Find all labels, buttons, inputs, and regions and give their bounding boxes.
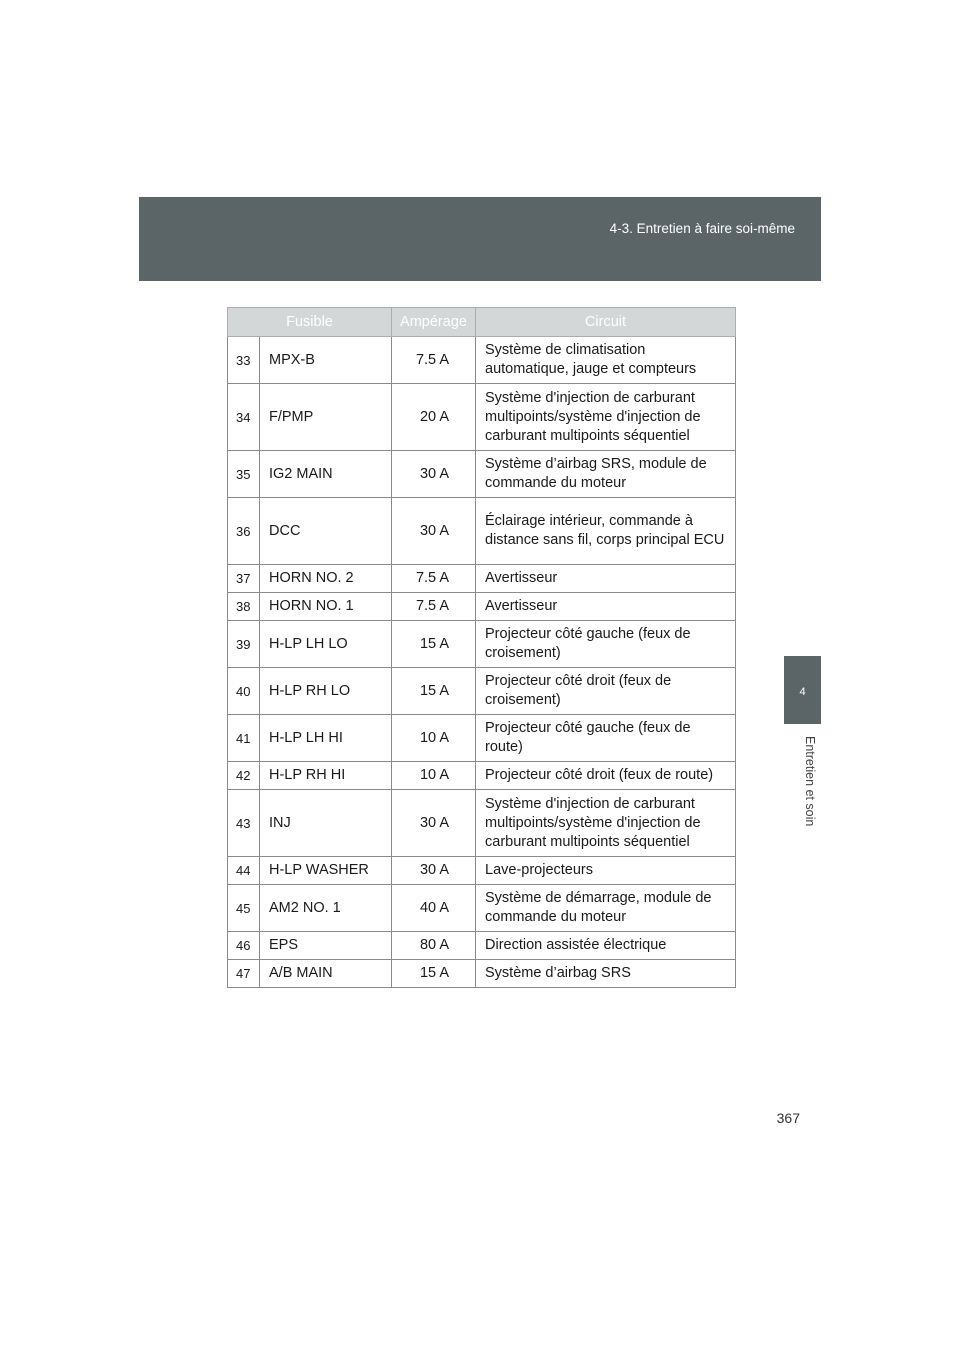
amperage-cell: 30 A <box>392 498 476 565</box>
fuse-name-cell: F/PMP <box>260 384 392 451</box>
column-header-fuse: Fusible <box>228 308 392 337</box>
amperage-cell: 15 A <box>392 668 476 715</box>
amperage-cell: 10 A <box>392 762 476 790</box>
table-row <box>228 932 736 960</box>
fuse-number-cell: 47 <box>228 960 260 988</box>
circuit-cell: Système d’airbag SRS <box>476 960 736 988</box>
table-row <box>228 498 736 565</box>
fuse-number-cell: 39 <box>228 621 260 668</box>
table-row <box>228 715 736 762</box>
fuse-name-cell: DCC <box>260 498 392 565</box>
circuit-cell: Projecteur côté gauche (feux de croisement) <box>476 621 736 668</box>
table-row <box>228 337 736 384</box>
fuse-name-cell: EPS <box>260 932 392 960</box>
table-row <box>228 762 736 790</box>
circuit-cell: Projecteur côté droit (feux de croisement) <box>476 668 736 715</box>
table-row <box>228 565 736 593</box>
amperage-cell: 80 A <box>392 932 476 960</box>
fuse-number-cell: 36 <box>228 498 260 565</box>
fuse-number-cell: 38 <box>228 593 260 621</box>
column-header-circuit: Circuit <box>476 308 736 337</box>
chapter-number: 4 <box>799 686 806 698</box>
fuse-name-cell: AM2 NO. 1 <box>260 885 392 932</box>
table-row <box>228 857 736 885</box>
table-row <box>228 790 736 857</box>
amperage-cell: 7.5 A <box>392 337 476 384</box>
amperage-cell: 30 A <box>392 790 476 857</box>
fuse-number-cell: 35 <box>228 451 260 498</box>
fuse-name-cell: MPX-B <box>260 337 392 384</box>
circuit-cell: Projecteur côté gauche (feux de route) <box>476 715 736 762</box>
page-number: 367 <box>776 1110 800 1126</box>
table-row <box>228 593 736 621</box>
fuse-table <box>227 307 736 988</box>
table-row <box>228 451 736 498</box>
amperage-cell: 20 A <box>392 384 476 451</box>
table-row <box>228 960 736 988</box>
fuse-number-cell: 45 <box>228 885 260 932</box>
fuse-name-cell: H-LP WASHER <box>260 857 392 885</box>
fuse-number-cell: 33 <box>228 337 260 384</box>
circuit-cell: Projecteur côté droit (feux de route) <box>476 762 736 790</box>
fuse-table-body <box>228 337 736 988</box>
fuse-number-cell: 42 <box>228 762 260 790</box>
fuse-number-cell: 34 <box>228 384 260 451</box>
fuse-name-cell: INJ <box>260 790 392 857</box>
circuit-cell: Direction assistée électrique <box>476 932 736 960</box>
chapter-label: Entretien et soin <box>803 736 817 827</box>
amperage-cell: 40 A <box>392 885 476 932</box>
table-row <box>228 885 736 932</box>
table-header-row <box>228 308 736 337</box>
table-row <box>228 621 736 668</box>
table-row <box>228 668 736 715</box>
fuse-name-cell: A/B MAIN <box>260 960 392 988</box>
header-band <box>139 197 821 281</box>
amperage-cell: 30 A <box>392 451 476 498</box>
amperage-cell: 15 A <box>392 960 476 988</box>
circuit-cell: Système de démarrage, module de commande du moteur <box>476 885 736 932</box>
column-header-amperage: Ampérage <box>392 308 476 337</box>
fuse-name-cell: HORN NO. 2 <box>260 565 392 593</box>
fuse-name-cell: HORN NO. 1 <box>260 593 392 621</box>
fuse-name-cell: IG2 MAIN <box>260 451 392 498</box>
circuit-cell: Avertisseur <box>476 565 736 593</box>
fuse-name-cell: H-LP RH LO <box>260 668 392 715</box>
fuse-number-cell: 44 <box>228 857 260 885</box>
circuit-cell: Éclairage intérieur, commande à distance sans fil, corps principal ECU <box>476 498 736 565</box>
amperage-cell: 10 A <box>392 715 476 762</box>
fuse-number-cell: 40 <box>228 668 260 715</box>
circuit-cell: Lave-projecteurs <box>476 857 736 885</box>
amperage-cell: 30 A <box>392 857 476 885</box>
fuse-number-cell: 46 <box>228 932 260 960</box>
table-row <box>228 384 736 451</box>
fuse-number-cell: 37 <box>228 565 260 593</box>
amperage-cell: 15 A <box>392 621 476 668</box>
circuit-cell: Système de climatisation automatique, jauge et compteurs <box>476 337 736 384</box>
circuit-cell: Avertisseur <box>476 593 736 621</box>
fuse-name-cell: H-LP LH LO <box>260 621 392 668</box>
fuse-number-cell: 43 <box>228 790 260 857</box>
section-title: 4-3. Entretien à faire soi-même <box>609 221 795 236</box>
circuit-cell: Système d'injection de carburant multipoints/système d'injection de carburant multipoints séquentiel <box>476 384 736 451</box>
amperage-cell: 7.5 A <box>392 565 476 593</box>
circuit-cell: Système d'injection de carburant multipoints/système d'injection de carburant multipoints séquentiel <box>476 790 736 857</box>
fuse-name-cell: H-LP RH HI <box>260 762 392 790</box>
fuse-number-cell: 41 <box>228 715 260 762</box>
circuit-cell: Système d’airbag SRS, module de commande du moteur <box>476 451 736 498</box>
chapter-tab[interactable] <box>784 656 821 724</box>
fuse-name-cell: H-LP LH HI <box>260 715 392 762</box>
amperage-cell: 7.5 A <box>392 593 476 621</box>
